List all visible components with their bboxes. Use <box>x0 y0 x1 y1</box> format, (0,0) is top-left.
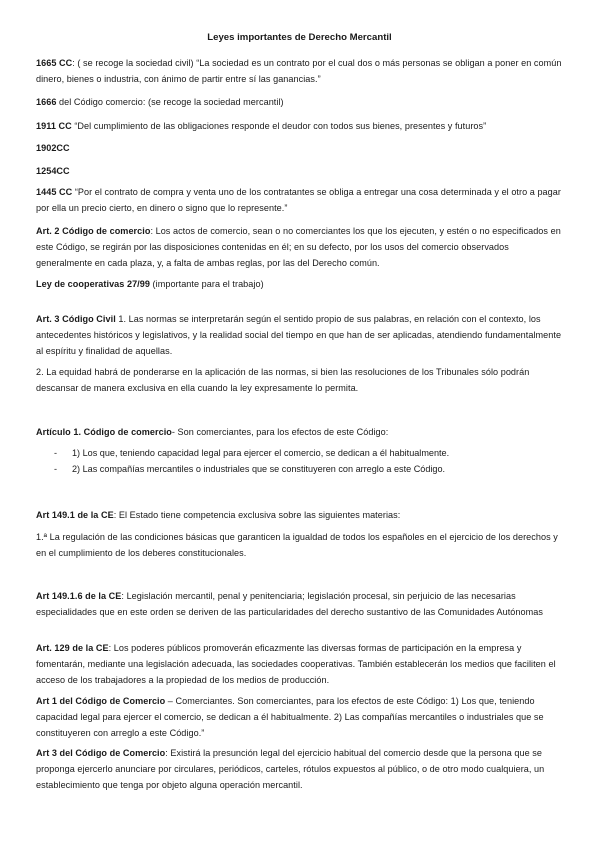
paragraph-1902cc <box>36 141 564 157</box>
paragraph-art129-ce <box>36 641 564 688</box>
paragraph-text: : Legislación mercantil, penal y penitenciaria; legislación procesal, sin perjuicio de las necesarias especialidades que en este orden se deriven de las particularidades del derecho sustantivo de las Comunidades Autónomas <box>36 591 543 617</box>
paragraph-1445-cc <box>36 185 564 217</box>
paragraph-text: “Por el contrato de compra y venta uno de los contratantes se obliga a entregar una cosa determinada y el otro a pagar por ella un precio cierto, en dinero o signo que lo represente.” <box>36 187 561 213</box>
paragraph-lead: Art 149.1 de la CE <box>36 510 114 520</box>
paragraph-1665-cc <box>36 56 564 88</box>
paragraph-art2-codigo-comercio <box>36 224 564 271</box>
paragraph-ley-cooperativas <box>36 277 564 293</box>
paragraph-art3-codigo-civil <box>36 312 564 359</box>
paragraph-art149-1-ce <box>36 508 564 524</box>
paragraph-lead: 1911 CC <box>36 121 72 131</box>
paragraph-text: “Del cumplimiento de las obligaciones responde el deudor con todos sus bienes, presentes y futuros” <box>71 121 487 131</box>
paragraph-text: 1.ª La regulación de las condiciones básicas que garanticen la igualdad de todos los españoles en el ejercicio de los derechos y en el cumplimiento de los deberes constitucionales. <box>36 532 558 558</box>
paragraph-1911-cc <box>36 119 564 135</box>
paragraph-lead: 1254CC <box>36 166 70 176</box>
paragraph-text: – Comerciantes. Son comerciantes, para los efectos de este Código: 1) Los que, teniendo capacidad legal para ejercer el comercio, se dedican a él habitualmente. 2) Las compañías mercantiles o industriales que se constituyeren con arreglo a este Código.” <box>36 696 544 738</box>
paragraph-lead: Art 1 del Código de Comercio <box>36 696 166 706</box>
paragraph-text: 1. Las normas se interpretarán según el sentido propio de sus palabras, en relación con el contexto, los antecedentes históricos y legislativos, y la realidad social del tiempo en que han de ser aplicadas, atendiendo fundamentalmente al espíritu y finalidad de aquellas. <box>36 314 562 356</box>
paragraph-text: (importante para el trabajo) <box>149 279 264 289</box>
paragraph-text: 2. La equidad habrá de ponderarse en la aplicación de las normas, si bien las resoluciones de los Tribunales sólo podrán descansar de manera exclusiva en ella cuando la ley expresamente lo permita. <box>36 367 530 393</box>
paragraph-text: : ( se recoge la sociedad civil) “La sociedad es un contrato por el cual dos o más personas se obligan a poner en común dinero, bienes o industria, con ánimo de partir entre sí las ganancias.” <box>36 58 562 84</box>
paragraph-text: : Los poderes públicos promoverán eficazmente las diversas formas de participación en la empresa y fomentarán, mediante una legislación adecuada, las sociedades cooperativas. También establecerán los medios que faciliten el acceso de los trabajadores a la propiedad de los medios de producción. <box>36 643 556 685</box>
list-item-text: 2) Las compañías mercantiles o industriales que se constituyeren con arreglo a este Código. <box>72 464 446 474</box>
list-dash: - <box>54 448 58 458</box>
paragraph-articulo1-codigo-comercio <box>36 425 564 441</box>
paragraph-art149-1-point1 <box>36 530 564 562</box>
document-title: Leyes importantes de Derecho Mercantil <box>207 32 392 43</box>
paragraph-lead: Ley de cooperativas 27/99 <box>36 279 150 289</box>
paragraph-lead: 1665 CC <box>36 58 73 68</box>
list-dash: - <box>54 464 58 474</box>
paragraph-lead: Artículo 1. Código de comercio <box>36 427 172 437</box>
list-item-text: 1) Los que, teniendo capacidad legal para ejercer el comercio, se dedican a él habitualmente. <box>72 448 450 458</box>
paragraph-lead: 1902CC <box>36 143 70 153</box>
paragraph-art149-1-6-ce <box>36 589 564 621</box>
paragraph-text: : Los actos de comercio, sean o no comerciantes los que los ejecuten, y estén o no especificados en este Código, se regirán por las disposiciones contenidas en él; en su defecto, por los usos del comercio observados generalmente en cada plaza, y, a falta de ambas reglas, por las del Derecho común. <box>36 226 561 268</box>
paragraph-lead: Art 149.1.6 de la CE <box>36 591 122 601</box>
paragraph-art3-point2 <box>36 365 564 397</box>
paragraph-text: - Son comerciantes, para los efectos de este Código: <box>171 427 389 437</box>
paragraph-lead: Art. 3 Código Civil <box>36 314 116 324</box>
paragraph-lead: Art. 2 Código de comercio <box>36 226 151 236</box>
paragraph-lead: Art. 129 de la CE <box>36 643 109 653</box>
paragraph-1666 <box>36 95 564 111</box>
paragraph-lead: 1445 CC <box>36 187 73 197</box>
paragraph-text: del Código comercio: (se recoge la sociedad mercantil) <box>56 97 284 107</box>
paragraph-lead: 1666 <box>36 97 57 107</box>
paragraph-art1-codigo-comercio <box>36 694 564 741</box>
paragraph-text: : Existirá la presunción legal del ejercicio habitual del comercio desde que la persona que se proponga ejercerlo anunciare por circulares, periódicos, carteles, rótulos expuestos al público, o de otro modo cualquiera, un establecimiento que tenga por objeto alguna operación mercantil. <box>36 748 545 790</box>
paragraph-1254cc <box>36 164 564 180</box>
paragraph-art3-codigo-comercio <box>36 746 564 793</box>
paragraph-lead: Art 3 del Código de Comercio <box>36 748 166 758</box>
paragraph-text: : El Estado tiene competencia exclusiva sobre las siguientes materias: <box>113 510 401 520</box>
